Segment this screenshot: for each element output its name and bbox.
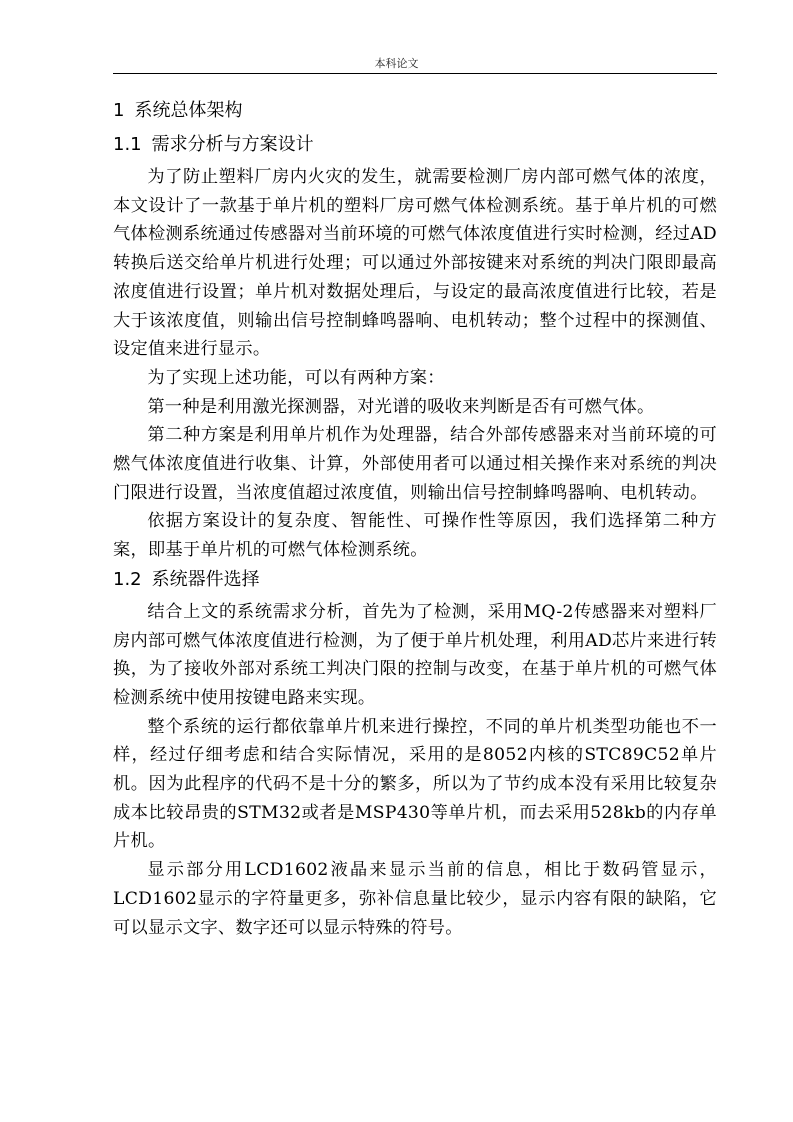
paragraph: 结合上文的系统需求分析，首先为了检测，采用MQ-2传感器来对塑料厂房内部可燃气体浓度值进行检测，为了便于单片机处理，利用AD芯片来进行转换，为了接收外部对系统工判决门限的控制与改变，在基于单片机的可燃气体检测系统中使用按键电路来实现。 bbox=[113, 601, 717, 708]
subsection-title: 需求分析与方案设计 bbox=[151, 134, 314, 155]
paragraph: 为了实现上述功能，可以有两种方案： bbox=[147, 367, 445, 388]
page-body bbox=[113, 96, 717, 942]
section-heading bbox=[113, 96, 717, 126]
section-title: 系统总体架构 bbox=[134, 100, 243, 121]
paragraph: 第二种方案是利用单片机作为处理器，结合外部传感器来对当前环境的可燃气体浓度值进行收集、计算，外部使用者可以通过相关操作来对系统的判决门限进行设置，当浓度值超过浓度值，则输出信号控制蜂鸣器响、电机转动。 bbox=[113, 425, 717, 503]
subsection-heading-1-2 bbox=[113, 565, 717, 595]
running-header: 本科论文 bbox=[374, 57, 419, 70]
header-rule bbox=[113, 73, 717, 74]
subsection-title: 系统器件选择 bbox=[151, 568, 260, 590]
paragraph: 依据方案设计的复杂度、智能性、可操作性等原因，我们选择第二种方案，即基于单片机的可燃气体检测系统。 bbox=[113, 511, 717, 561]
paragraph: 整个系统的运行都依靠单片机来进行操控，不同的单片机类型功能也不一样，经过仔细考虑和结合实际情况，采用的是8052内核的STC89C52单片机。因为此程序的代码不是十分的繁多，所以为了节约成本没有采用比较复杂成本比较昂贵的STM32或者是MSP430等单片机，而去采用528kb的内存单片机。 bbox=[113, 716, 717, 852]
section-number: 1 bbox=[113, 100, 125, 121]
paragraph: 显示部分用LCD1602液晶来显示当前的信息，相比于数码管显示，LCD1602显示的字符量更多，弥补信息量比较少，显示内容有限的缺陷，它可以显示文字、数字还可以显示特殊的符号。 bbox=[113, 860, 717, 938]
subsection-heading-1-1 bbox=[113, 130, 717, 160]
subsection-number: 1.1 bbox=[113, 134, 142, 155]
paragraph: 第一种是利用激光探测器，对光谱的吸收来判断是否有可燃气体。 bbox=[147, 396, 655, 417]
paragraph: 为了防止塑料厂房内火灾的发生，就需要检测厂房内部可燃气体的浓度，本文设计了一款基于单片机的塑料厂房可燃气体检测系统。基于单片机的可燃气体检测系统通过传感器对当前环境的可燃气体浓度值进行实时检测，经过AD转换后送交给单片机进行处理；可以通过外部按键来对系统的判决门限即最高浓度值进行设置；单片机对数据处理后，与设定的最高浓度值进行比较，若是大于该浓度值，则输出信号控制蜂鸣器响、电机转动；整个过程中的探测值、设定值来进行显示。 bbox=[113, 167, 717, 360]
subsection-number: 1.2 bbox=[113, 568, 142, 590]
